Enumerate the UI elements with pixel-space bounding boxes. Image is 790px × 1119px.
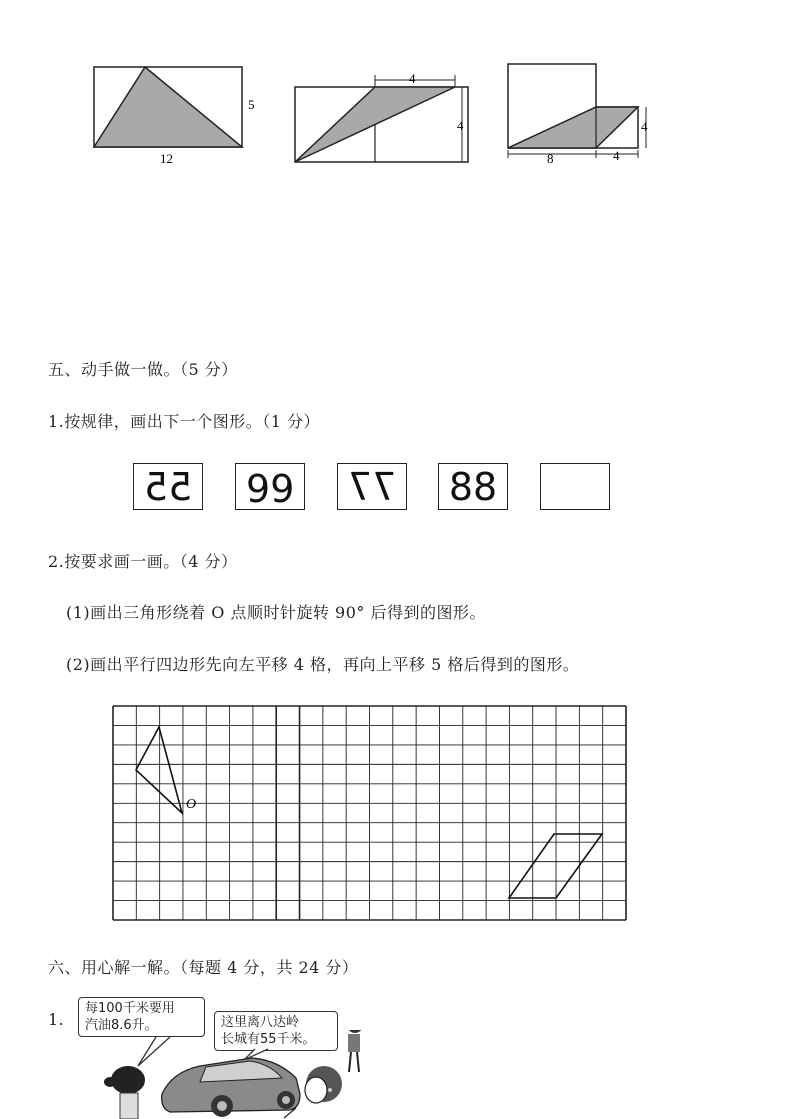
section5-question1: 1.按规律，画出下一个图形。（1 分）	[48, 412, 321, 431]
fig2-top-label: 4	[409, 71, 416, 86]
section6-heading: 六、用心解一解。（每题 4 分，共 24 分）	[48, 958, 359, 977]
pattern-answer-box[interactable]	[540, 463, 610, 510]
car-illustration	[162, 1058, 300, 1117]
bubble-left-line1: 每100千米要用	[85, 1001, 175, 1016]
point-o-label: O	[186, 797, 197, 812]
pattern-box-1	[133, 463, 203, 510]
pattern-glyph-4: 88	[448, 464, 498, 509]
pattern-box-4	[438, 463, 508, 510]
triangle-shape	[136, 727, 182, 813]
fig3-base-label: 8	[547, 151, 554, 166]
figure-rectangle-triangle-1	[94, 67, 255, 166]
pattern-glyph-3: 77	[347, 464, 397, 509]
section5-heading: 五、动手做一做。（5 分）	[48, 360, 238, 379]
area-figures	[0, 0, 790, 180]
figure-square-triangle-3	[508, 64, 648, 166]
question2-part1: (1)画出三角形绕着 O 点顺时针旋转 90° 后得到的图形。	[66, 603, 486, 622]
bubble-right-line1: 这里离八达岭	[221, 1015, 300, 1030]
fig1-width-label: 12	[160, 151, 173, 166]
illustration-scene	[0, 1030, 790, 1119]
boy-figure-right	[347, 1030, 363, 1072]
question2-part2: (2)画出平行四边形先向左平移 4 格，再向上平移 5 格后得到的图形。	[66, 655, 580, 674]
girl-figure-left	[104, 1066, 145, 1119]
grid-lines	[113, 706, 626, 920]
fig3-side-label: 4	[641, 119, 648, 134]
fig1-height-label: 5	[248, 97, 255, 112]
fig3-right-label: 4	[613, 148, 620, 163]
parallelogram-shape	[509, 834, 602, 898]
section6-question1-number: 1.	[48, 1010, 65, 1029]
section5-question2: 2.按要求画一画。（4 分）	[48, 552, 238, 571]
figure-rectangle-triangle-2	[295, 71, 468, 162]
pattern-glyph-2: 66	[245, 464, 295, 509]
fig2-side-label: 4	[457, 118, 464, 133]
bubble-left-line2: 汽油8.6升。	[85, 1018, 158, 1033]
drawing-grid[interactable]	[0, 700, 790, 930]
pattern-box-3	[337, 463, 407, 510]
bubble-right-line2: 长城有55千米。	[221, 1032, 316, 1047]
pattern-box-2	[235, 463, 305, 510]
pattern-glyph-1: 55	[143, 464, 193, 509]
